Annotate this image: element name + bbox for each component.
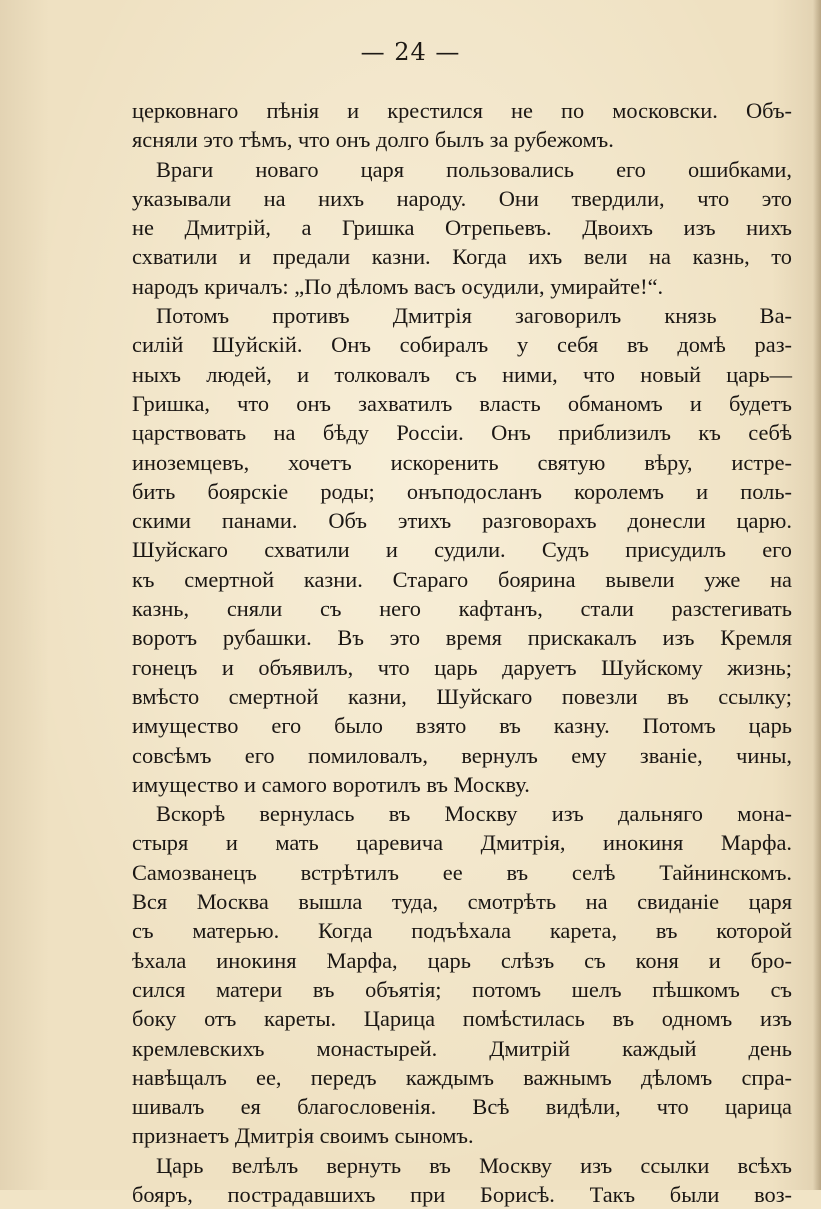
- text-line: воротъ рубашки. Въ это время прискакалъ изъ Кремля: [132, 625, 792, 651]
- paragraph: [132, 96, 792, 155]
- text-line: не Дмитрій, а Гришка Отрепьевъ. Двоихъ изъ нихъ: [132, 215, 792, 241]
- text-line: Шуйскаго схватили и судили. Судъ присудилъ его: [132, 537, 792, 563]
- text-line: совсѣмъ его помиловалъ, вернулъ ему званіе, чины,: [132, 742, 792, 768]
- text-line: гонецъ и объявилъ, что царь даруетъ Шуйскому жизнь;: [132, 654, 792, 680]
- text-line: царствовать на бѣду Россіи. Онъ приблизилъ къ себѣ: [132, 420, 792, 446]
- text-line: съ матерью. Когда подъѣхала карета, въ которой: [132, 918, 792, 944]
- text-line: силій Шуйскій. Онъ собиралъ у себя въ домѣ раз-: [132, 332, 792, 358]
- text-line: Потомъ противъ Дмитрія заговорилъ князь Ва-: [156, 303, 792, 329]
- paragraph: [132, 301, 792, 799]
- text-line: Царь велѣлъ вернуть въ Москву изъ ссылки всѣхъ: [156, 1152, 792, 1178]
- paragraph: [132, 155, 792, 301]
- text-line: кремлевскихъ монастырей. Дмитрій каждый день: [132, 1035, 792, 1061]
- text-line: Враги новаго царя пользовались его ошибками,: [156, 156, 792, 182]
- text-line: народъ кричалъ: „По дѣломъ васъ осудили, умирайте!“.: [132, 273, 664, 299]
- text-line: казнь, сняли съ него кафтанъ, стали разстегивать: [132, 596, 792, 622]
- text-body: [132, 96, 792, 1209]
- paragraph: [132, 1151, 792, 1209]
- text-line: ясняли это тѣмъ, что онъ долго былъ за рубежомъ.: [132, 127, 614, 153]
- text-line: вмѣсто смертной казни, Шуйскаго повезли въ ссылку;: [132, 683, 792, 709]
- text-line: шивалъ ея благословенія. Всѣ видѣли, что царица: [132, 1094, 792, 1120]
- text-line: признаетъ Дмитрія своимъ сыномъ.: [132, 1123, 474, 1149]
- text-line: сился матери въ объятія; потомъ шелъ пѣшкомъ съ: [132, 976, 792, 1002]
- text-line: иноземцевъ, хочетъ искоренить святую вѣру, истре-: [132, 449, 792, 475]
- text-line: имущество его было взято въ казну. Потомъ царь: [132, 713, 792, 739]
- text-line: ныхъ людей, и толковалъ съ ними, что новый царь—: [132, 361, 792, 387]
- text-line: боку отъ кареты. Царица помѣстилась въ одномъ изъ: [132, 1006, 792, 1032]
- text-line: имущество и самого воротилъ въ Москву.: [132, 771, 530, 797]
- text-line: указывали на нихъ народу. Они твердили, что это: [132, 185, 792, 211]
- text-line: бить боярскіе роды; онъподосланъ королемъ и поль-: [132, 478, 792, 504]
- text-line: церковнаго пѣнія и крестился не по московски. Объ-: [132, 98, 792, 123]
- text-line: бояръ, пострадавшихъ при Борисѣ. Такъ были воз-: [132, 1181, 792, 1207]
- text-line: скими панами. Объ этихъ разговорахъ донесли царю.: [132, 508, 792, 534]
- text-line: Вскорѣ вернулась въ Москву изъ дальняго мона-: [156, 801, 792, 827]
- text-line: Гришка, что онъ захватилъ власть обманомъ и будетъ: [132, 390, 792, 416]
- text-line: навѣщалъ ее, передъ каждымъ важнымъ дѣломъ спра-: [132, 1064, 792, 1090]
- text-line: къ смертной казни. Стараго боярина вывели уже на: [132, 566, 792, 592]
- paragraph: [132, 799, 792, 1151]
- text-line: стыря и мать царевича Дмитрія, инокиня Марфа.: [132, 830, 792, 856]
- text-line: Вся Москва вышла туда, смотрѣть на свиданіе царя: [132, 889, 792, 915]
- text-line: Самозванецъ встрѣтилъ ее въ селѣ Тайнинскомъ.: [132, 859, 792, 885]
- text-line: ѣхала инокиня Марфа, царь слѣзъ съ коня и бро-: [132, 947, 792, 973]
- page-number: — 24 —: [360, 38, 461, 66]
- page-edge-shadow: [813, 0, 821, 1190]
- text-line: схватили и предали казни. Когда ихъ вели на казнь, то: [132, 244, 792, 270]
